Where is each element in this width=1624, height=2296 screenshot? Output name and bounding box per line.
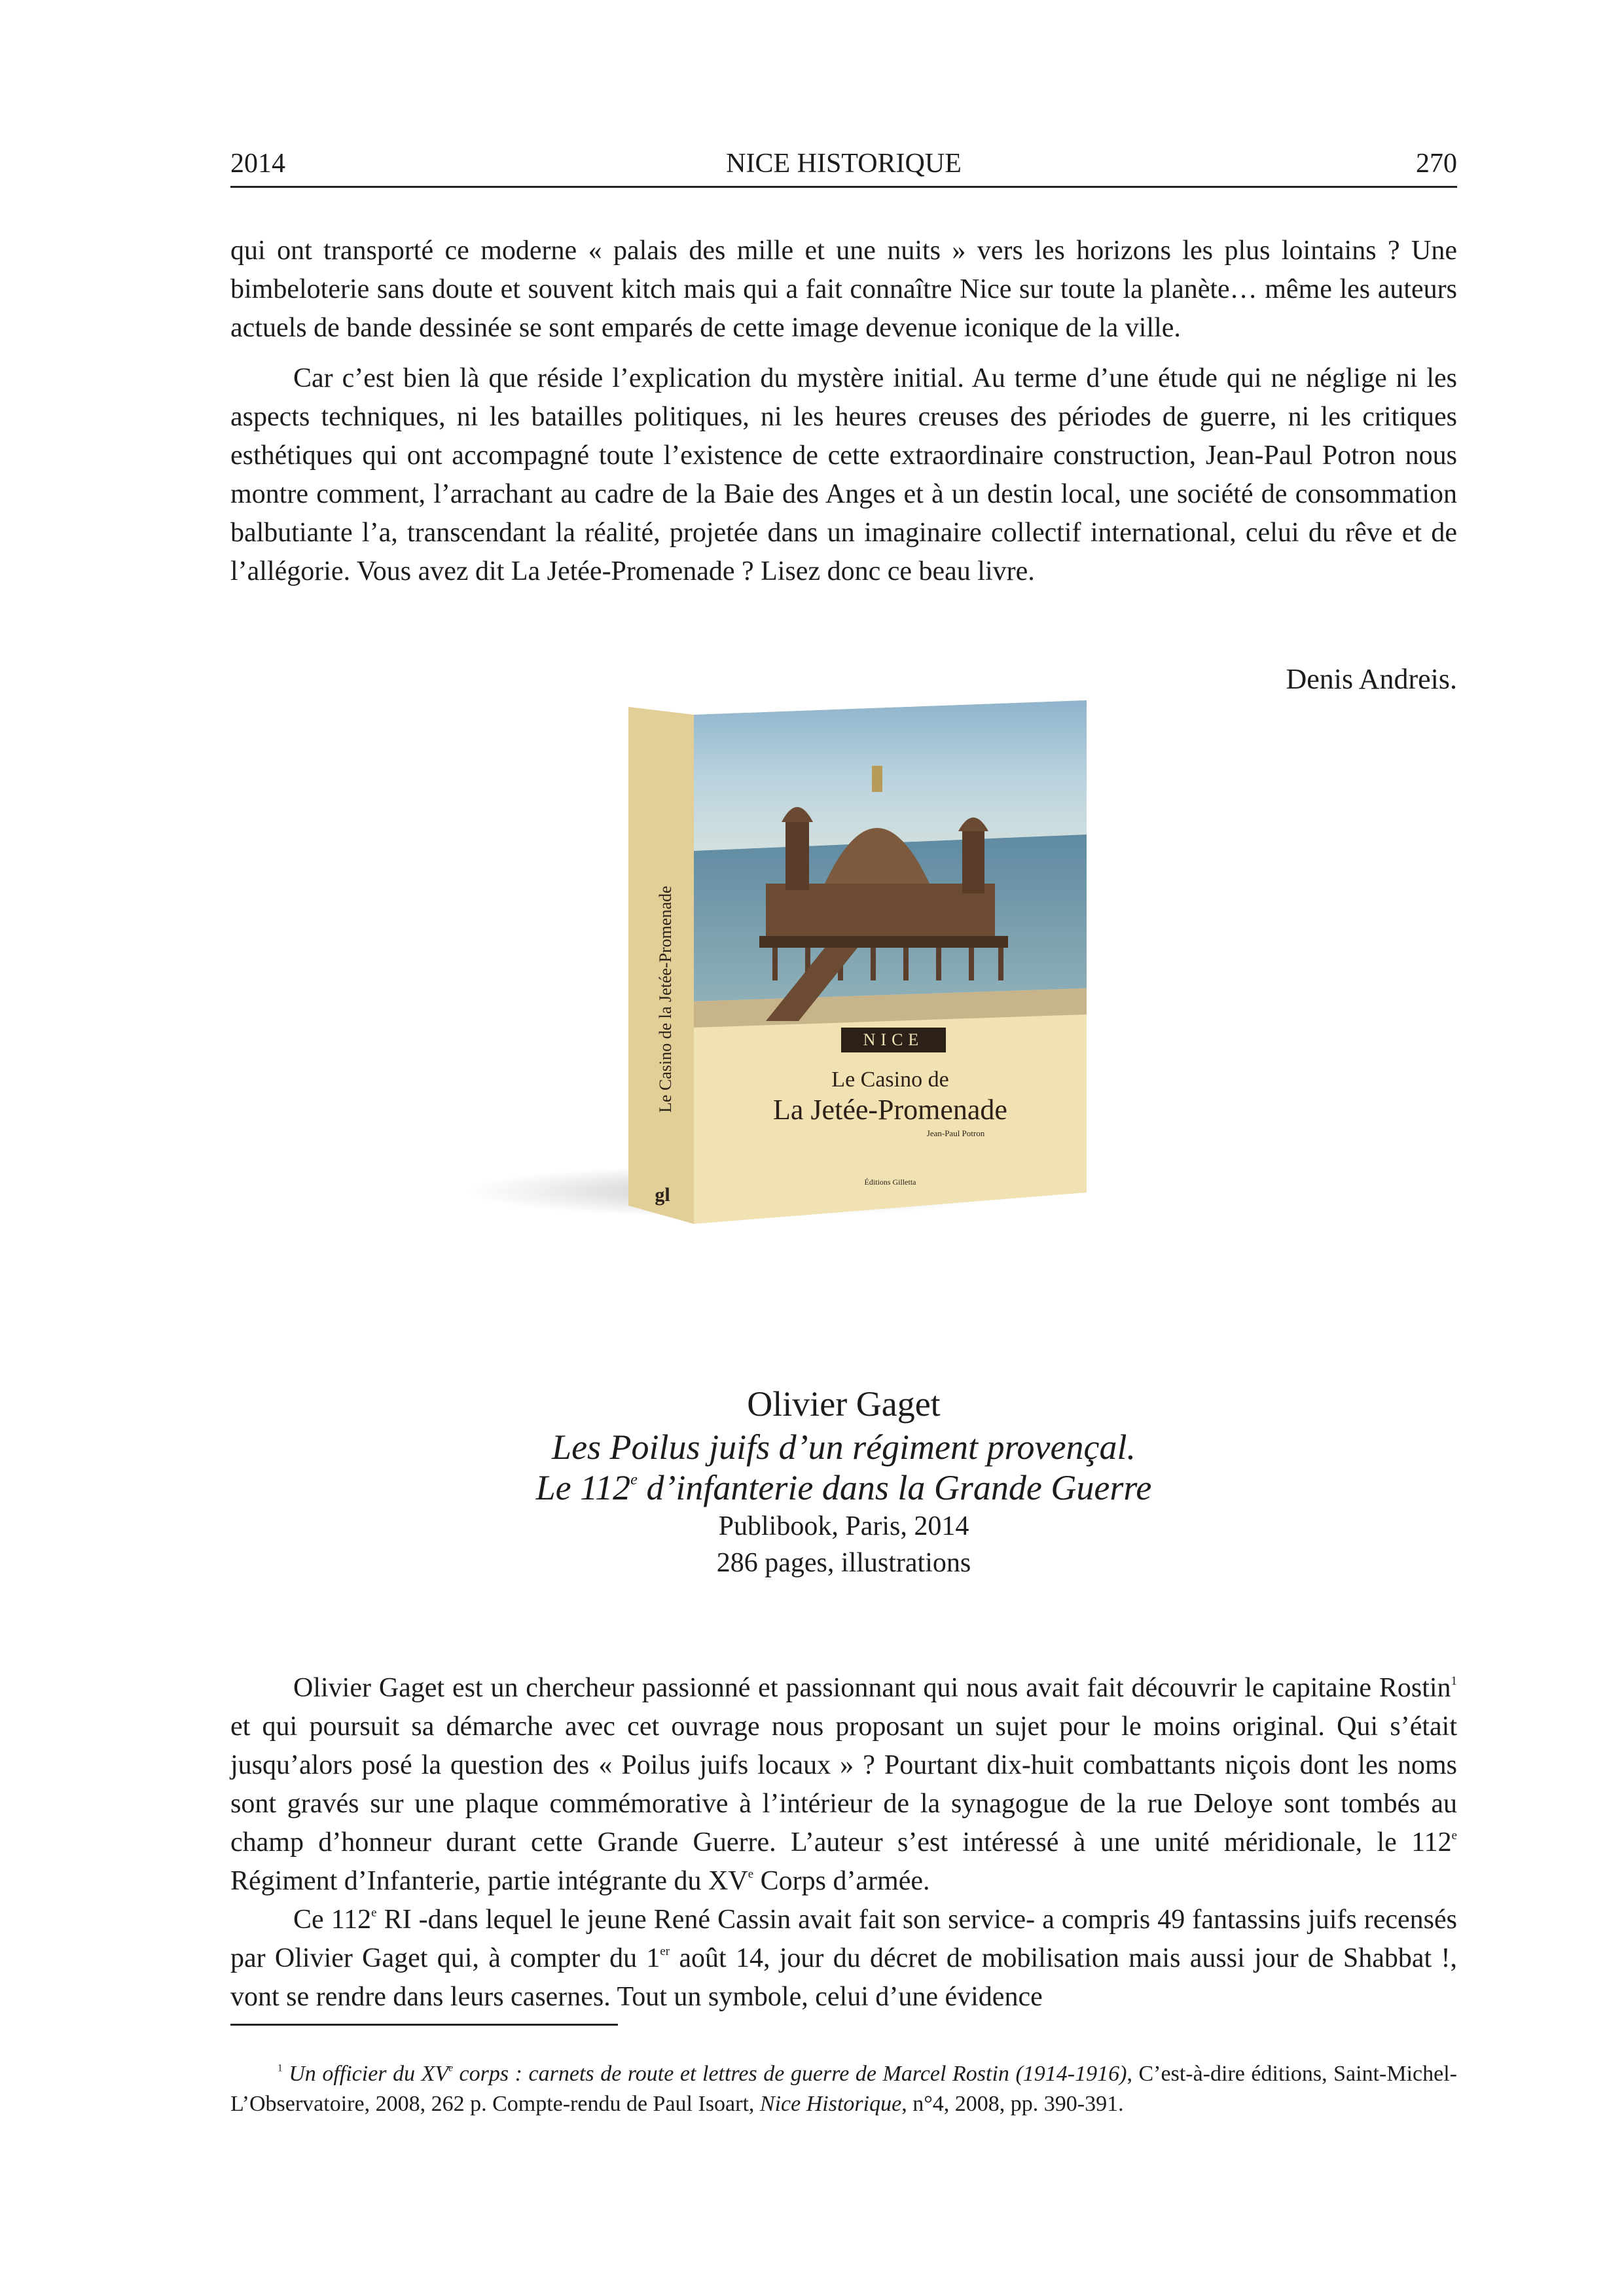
review2-body — [230, 1669, 1457, 2017]
review2-paragraph-2: Ce 112e RI -dans lequel le jeune René Cassin avait fait son service- a compris 49 fantassins juifs recensés par Olivier Gaget qui, à compter du 1er août 14, jour du décret de mobilisation mais aussi jour de Shabbat !, vont se rendre dans leurs casernes. Tout un symbole, celui d’une évidence — [230, 1905, 1458, 2012]
cover-publisher: Éditions Gilletta — [864, 1177, 916, 1187]
review2-pages: 286 pages, illustrations — [716, 1548, 971, 1578]
book-cover-image — [458, 694, 1113, 1244]
review2-publisher: Publibook, Paris, 2014 — [718, 1511, 969, 1541]
spine-logo: gl — [655, 1184, 670, 1206]
review1-paragraph-1: qui ont transporté ce moderne « palais des mille et une nuits » vers les horizons les plus lointains ? Une bimbeloterie sans doute et souvent kitch mais qui a fait connaître Nice sur toute la planète… même les auteurs actuels de bande dessinée se sont emparés de cette image devenue iconique de la ville. — [230, 236, 1457, 343]
review2-title-line2: Le 112e d’infanterie dans la Grande Guerre — [535, 1468, 1152, 1507]
cover-title-line1: Le Casino de — [831, 1067, 949, 1092]
cover-title-line2: La Jetée-Promenade — [773, 1094, 1007, 1126]
review2-title-line1: Les Poilus juifs d’un régiment provençal. — [552, 1427, 1136, 1467]
cover-author: Jean-Paul Potron — [926, 1128, 985, 1138]
footnote-rule — [230, 2024, 618, 2026]
review2-paragraph-1: Olivier Gaget est un chercheur passionné et passionnant qui nous avait fait découvrir le capitaine Rostin$^1$ et qui poursuit sa démarche avec cet ouvrage nous proposant un sujet pour le moins original. Qui s’était jusqu’alors posé la question des « Poilus juifs locaux » ? Pourtant dix-huit combattants niçois dont les noms sont gravés sur une plaque commémorative à l’intérieur de la synagogue de la rue Deloye sont tombés au champ d’honneur durant cette Grande Guerre. L’auteur s’est intéressé à une unité méridionale, le 112e Régiment d’Infanterie, partie intégrante du XVe Corps d’armée. — [230, 1673, 1457, 1896]
footnote: $^1$ Un officier du XVe corps : carnets de route et lettres de guerre de Marcel Rostin (1914-1916), C’est-à-dire éditions, Saint-Michel-L’Observatoire, 2008, 262 p. Compte-rendu de Paul Isoart, Nice Historique, n°4, 2008, pp. 390-391. — [230, 2062, 1457, 2116]
review2-title-block — [230, 1381, 1457, 1581]
review1-paragraph-2: Car c’est bien là que réside l’explication du mystère initial. Au terme d’une étude qui ne néglige ni les aspects techniques, ni les batailles politiques, ni les heures creuses des périodes de guerre, ni les critiques esthétiques qui ont accompagné toute l’existence de cette extraordinaire construction, Jean-Paul Potron nous montre comment, l’arrachant au cadre de la Baie des Anges et à un destin local, une société de consommation balbutiante l’a, transcendant la réalité, projetée dans un imaginaire collectif international, celui du rêve et de l’allégorie. Vous avez dit La Jetée-Promenade ? Lisez donc ce beau livre. — [230, 363, 1457, 586]
header-year: 2014 — [230, 149, 285, 179]
spine-text: Le Casino de la Jetée-Promenade — [656, 886, 675, 1113]
header-journal-title: NICE HISTORIQUE — [726, 149, 962, 179]
review1-signature: Denis Andreis. — [1286, 663, 1457, 695]
cover-badge-text: NICE — [863, 1030, 924, 1049]
review2-author: Olivier Gaget — [747, 1384, 941, 1424]
footnote-reference: 1 — [1451, 1674, 1457, 1689]
running-header — [230, 145, 1457, 188]
header-page-number: 270 — [1416, 149, 1457, 179]
